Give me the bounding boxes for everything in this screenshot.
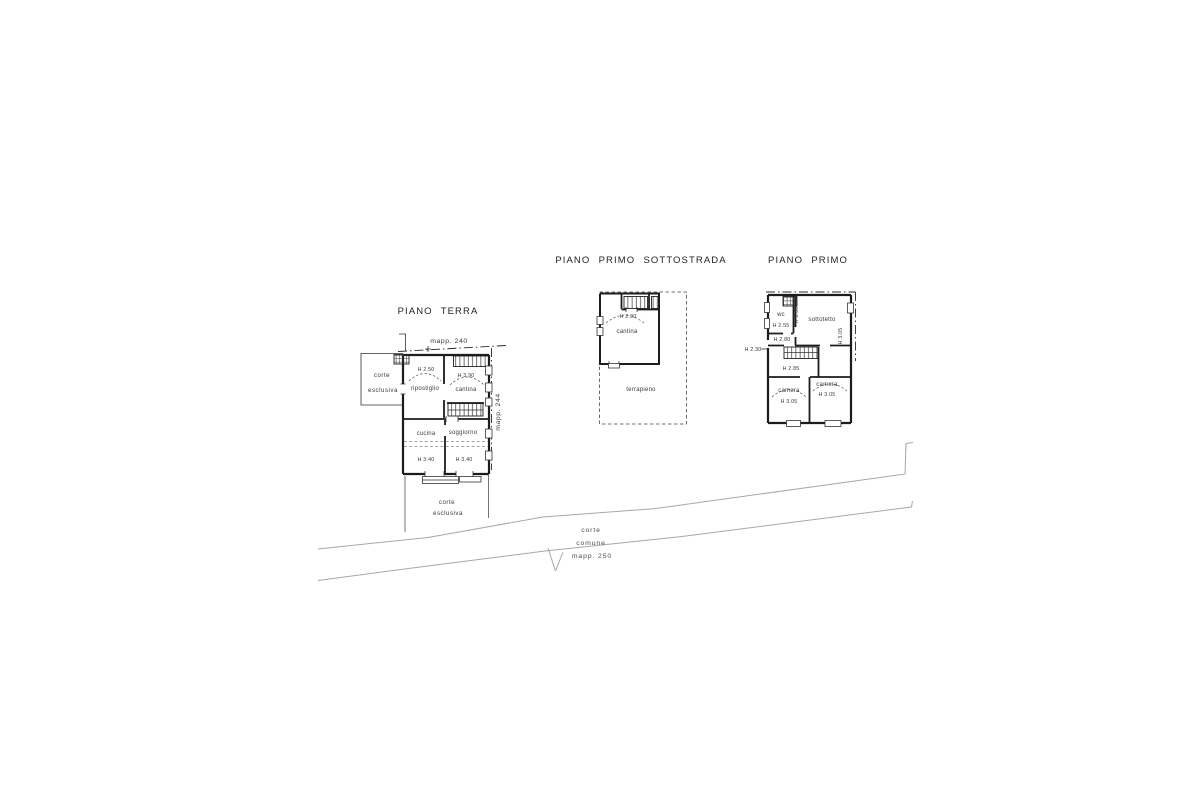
room-label-cantina: cantina [616, 329, 638, 335]
common-court-label-line2: comune [576, 540, 606, 547]
height-label-ripostiglio: H 2.50 [417, 367, 435, 373]
window-marking [765, 303, 770, 313]
court-left-label-line2: esclusiva [368, 387, 398, 394]
vault-arc-ripostiglio [409, 374, 441, 382]
piano-primo-sottostrada-plan [555, 255, 726, 424]
height-label-wc: H 2.55 [772, 323, 790, 329]
stairs-hatch-small [652, 297, 659, 309]
window-marking [486, 429, 493, 438]
piano-terra-plan [361, 306, 506, 532]
window-marking [597, 317, 603, 325]
room-label-camera-right: camera [816, 382, 838, 388]
terrain-line-upper [318, 443, 913, 550]
chimney-grid-hatch [394, 355, 409, 365]
court-below-label-line1: corte [438, 499, 456, 506]
height-label-cantina: H 2.90 [619, 314, 637, 320]
plan-title-piano-primo-sottostrada: PIANO PRIMO SOTTOSTRADA [555, 255, 727, 266]
common-court-label-line3: mapp. 250 [571, 553, 613, 560]
window-marking [486, 398, 493, 406]
boundary-corner-tick [399, 334, 406, 351]
height-label-landing: H 2.80 [773, 337, 791, 343]
room-label-cantina: cantina [455, 387, 477, 393]
piano-primo-plan [745, 255, 856, 427]
site-terrain [318, 443, 913, 581]
parcel-244-label: mapp. 244 [495, 393, 502, 431]
window-marking [597, 328, 603, 336]
room-label-cucina: cucina [416, 431, 436, 437]
window-marking [848, 303, 854, 313]
height-label-corridor: H 2.85 [782, 366, 800, 372]
embankment-label: terrapieno [626, 387, 656, 393]
door-sill [787, 421, 801, 427]
room-label-camera-left: camera [778, 388, 800, 394]
parcel-240-label: mapp. 240 [430, 338, 468, 345]
court-left-label-line1: corte [373, 372, 391, 379]
height-label-cucina: H 3.40 [417, 457, 435, 463]
room-label-soggiorno: soggiorno [448, 430, 478, 436]
parcel-boundary-top [398, 346, 506, 352]
plan-title-piano-primo: PIANO PRIMO [768, 255, 848, 266]
terrapieno-dashed-boundary [600, 292, 687, 424]
stairs-hatch [624, 297, 648, 309]
window-marking [486, 366, 493, 375]
terrain-line-lower [318, 501, 913, 581]
room-label-ripostiglio: ripostiglio [410, 386, 440, 392]
door-sill [825, 421, 841, 427]
room-label-wc: wc [777, 312, 785, 318]
room-label-sottotetto: sottotetto [808, 317, 836, 323]
window-marking [486, 383, 493, 392]
height-label-entry: H 2.30 [744, 347, 762, 353]
height-label-stairwell: H 3.30 [794, 306, 800, 324]
height-label-camera-right: H 3.05 [818, 392, 836, 398]
height-label-soggiorno: H 3.40 [455, 457, 473, 463]
height-label-camera-left: H 3.05 [780, 399, 798, 405]
height-label-sottotetto: H 3.05 [838, 327, 844, 345]
common-court-label-line1: corte [581, 527, 601, 534]
chimney-grid-hatch [783, 297, 797, 307]
window-marking [765, 319, 770, 329]
door-step [609, 364, 620, 369]
height-label-cantina: H 3.90 [457, 373, 475, 379]
window-marking [486, 451, 493, 460]
court-below-label-line2: esclusiva [433, 510, 463, 517]
entry-steps [460, 477, 482, 483]
ceiling-dashed-lines [404, 442, 488, 447]
terrain-survey-tick [548, 548, 563, 571]
stairs-hatch-top [454, 356, 489, 367]
plan-title-piano-terra: PIANO TERRA [397, 306, 479, 317]
